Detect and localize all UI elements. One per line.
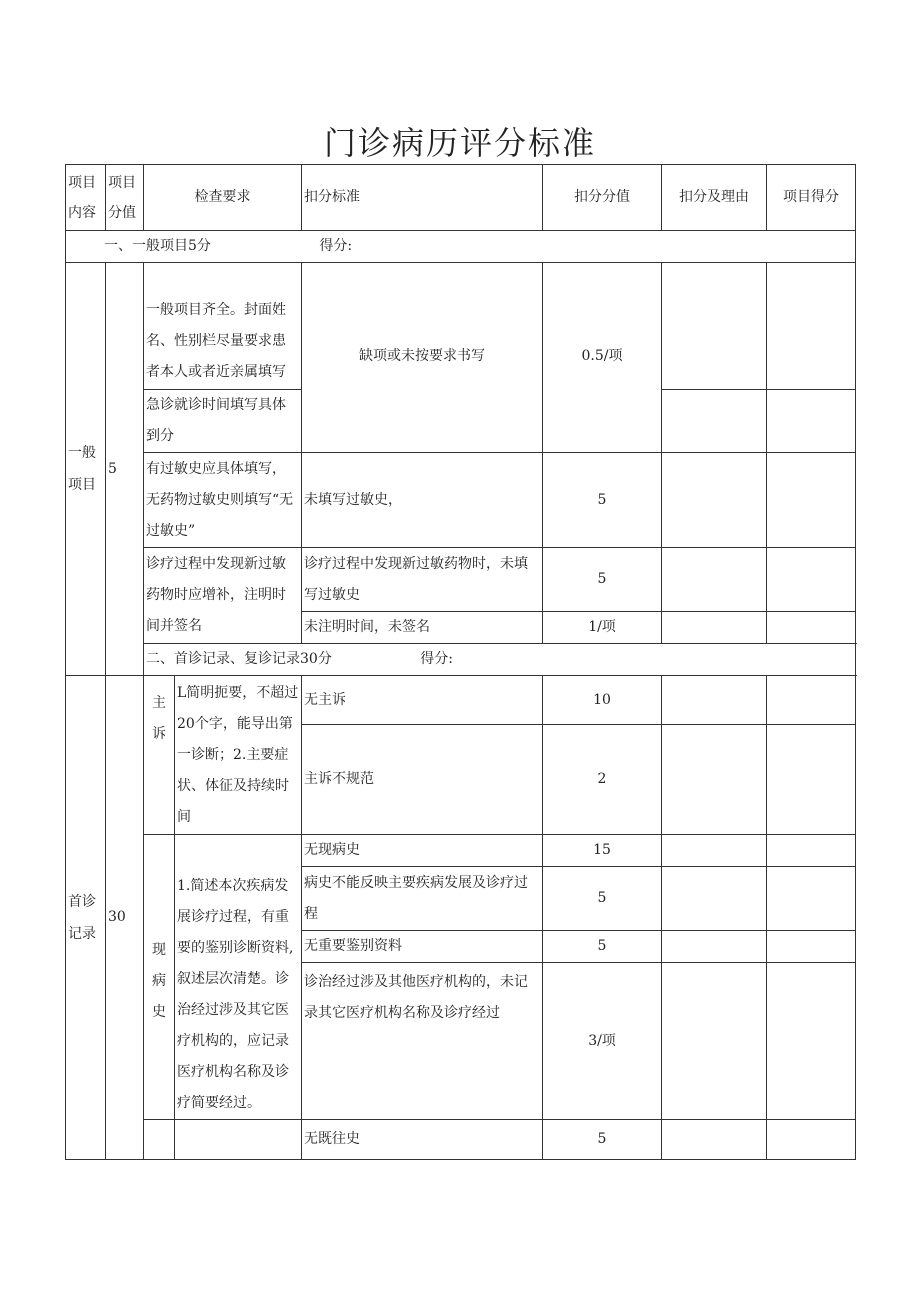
header-item-score: 项目 分值	[106, 165, 144, 231]
reason-cell	[662, 725, 767, 835]
standard-cell: 无重要鉴别资料	[302, 931, 543, 963]
value-cell: 3/项	[543, 963, 662, 1120]
requirement-cell: 诊疗过程中发现新过敏药物时应增补，注明时间并签名	[144, 548, 302, 644]
header-row	[66, 165, 856, 231]
item-score-first-visit: 30	[106, 676, 144, 1160]
header-item-content: 项目 内容	[66, 165, 106, 231]
reason-cell	[662, 263, 767, 390]
standard-cell: 无既往史	[302, 1120, 543, 1160]
value-cell: 5	[543, 453, 662, 548]
reason-cell	[662, 390, 767, 453]
requirement-cell	[175, 1120, 302, 1160]
reason-cell	[662, 867, 767, 931]
page-title: 门诊病历评分标准	[323, 124, 596, 162]
item-name-general: 一般 项目	[66, 263, 106, 676]
section-1-header	[66, 231, 856, 263]
section-row	[66, 231, 856, 263]
table-row	[66, 676, 856, 725]
reason-cell	[662, 835, 767, 867]
result-cell	[767, 931, 856, 963]
result-cell	[767, 453, 856, 548]
value-cell: 1/项	[543, 612, 662, 644]
value-cell: 5	[543, 548, 662, 612]
item-name-first-visit: 首诊 记录	[66, 676, 106, 1160]
section-1-label: 一、一般项目5分	[104, 238, 211, 254]
value-cell: 2	[543, 725, 662, 835]
header-requirement: 检查要求	[144, 165, 302, 231]
standard-cell: 未注明时间，未签名	[302, 612, 543, 644]
standard-cell: 无现病史	[302, 835, 543, 867]
requirement-cell: 有过敏史应具体填写，无药物过敏史则填写“无过敏史”	[144, 453, 302, 548]
sub-item-present-illness: 现 病 史	[144, 835, 175, 1120]
table-row	[66, 548, 856, 612]
requirement-cell: 急诊就诊时间填写具体到分	[144, 390, 302, 453]
reason-cell	[662, 676, 767, 725]
header-item-result: 项目得分	[767, 165, 856, 231]
table-row	[66, 453, 856, 548]
standard-cell: 主诉不规范	[302, 725, 543, 835]
header-deduction-standard: 扣分标准	[302, 165, 543, 231]
requirement-cell: 一般项目齐全。封面姓名、性别栏尽量要求患者本人或者近亲属填写	[144, 263, 302, 390]
reason-cell	[662, 612, 767, 644]
standard-cell: 未填写过敏史，	[302, 453, 543, 548]
requirement-cell: L简明扼要，不超过20个字，能导出第一诊断；2.主要症状、体征及持续时间	[175, 676, 302, 835]
value-cell: 5	[543, 1120, 662, 1160]
result-cell	[767, 263, 856, 390]
reason-cell	[662, 548, 767, 612]
reason-cell	[662, 963, 767, 1120]
result-cell	[767, 548, 856, 612]
standard-cell: 病史不能反映主要疾病发展及诊疗过程	[302, 867, 543, 931]
result-cell	[767, 725, 856, 835]
requirement-cell: 1.简述本次疾病发展诊疗过程，有重要的鉴别诊断资料,叙述层次清楚。诊治经过涉及其它医疗机构的，应记录医疗机构名称及诊疗简要经过。	[175, 835, 302, 1120]
value-cell: 10	[543, 676, 662, 725]
scoring-table	[65, 164, 856, 1160]
section-1-score-label: 得分:	[319, 238, 353, 254]
standard-cell: 无主诉	[302, 676, 543, 725]
result-cell	[767, 867, 856, 931]
section-2-header	[144, 644, 856, 676]
result-cell	[767, 676, 856, 725]
value-cell: 5	[543, 931, 662, 963]
standard-cell: 诊治经过涉及其他医疗机构的，未记录其它医疗机构名称及诊疗经过	[302, 963, 543, 1120]
header-deduction-reason: 扣分及理由	[662, 165, 767, 231]
table-row	[66, 1120, 856, 1160]
value-cell: 15	[543, 835, 662, 867]
table-row	[66, 835, 856, 867]
value-cell: 0.5/项	[543, 263, 662, 453]
result-cell	[767, 1120, 856, 1160]
result-cell	[767, 612, 856, 644]
sub-item-chief-complaint: 主 诉	[144, 676, 175, 835]
reason-cell	[662, 453, 767, 548]
reason-cell	[662, 1120, 767, 1160]
reason-cell	[662, 931, 767, 963]
sub-item-empty	[144, 1120, 175, 1160]
section-2-label: 二、首诊记录、复诊记录30分	[146, 651, 332, 667]
standard-cell: 缺项或未按要求书写	[302, 263, 543, 453]
section-row	[66, 644, 856, 676]
result-cell	[767, 390, 856, 453]
result-cell	[767, 835, 856, 867]
header-deduction-value: 扣分分值	[543, 165, 662, 231]
result-cell	[767, 963, 856, 1120]
section-2-score-label: 得分:	[420, 651, 453, 667]
value-cell: 5	[543, 867, 662, 931]
table-row	[66, 263, 856, 390]
item-score-general: 5	[106, 263, 144, 676]
standard-cell: 诊疗过程中发现新过敏药物时，未填写过敏史	[302, 548, 543, 612]
